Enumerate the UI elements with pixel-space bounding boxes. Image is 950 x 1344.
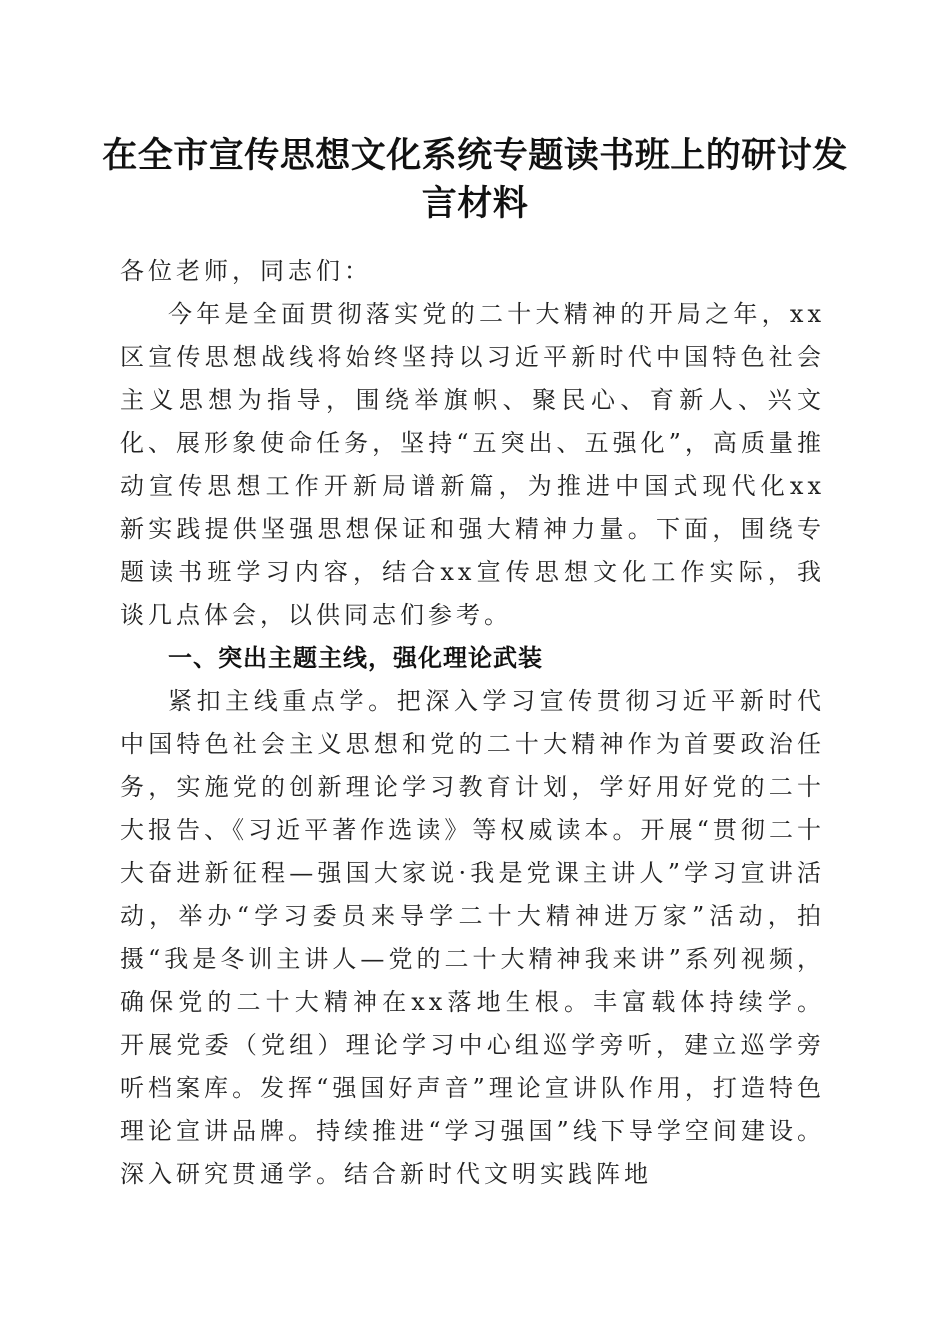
intro-paragraph: 今年是全面贯彻落实党的二十大精神的开局之年，xx区宣传思想战线将始终坚持以习近平新时代中国特色社会主义思想为指导，围绕举旗帜、聚民心、育新人、兴文化、展形象使命任务，坚持“五突出、五强化”，高质量推动宣传思想工作开新局谱新篇，为推进中国式现代化xx新实践提供坚强思想保证和强大精神力量。下面，围绕专题读书班学习内容，结合xx宣传思想文化工作实际，我谈几点体会，以供同志们参考。 xyxy=(120,300,825,629)
document-title: 在全市宣传思想文化系统专题读书班上的研讨发言材料 xyxy=(102,135,848,224)
document-body xyxy=(120,250,825,1196)
section-heading: 一、突出主题主线，强化理论武装 xyxy=(168,644,543,672)
section-paragraph: 紧扣主线重点学。把深入学习宣传贯彻习近平新时代中国特色社会主义思想和党的二十大精神作为首要政治任务，实施党的创新理论学习教育计划，学好用好党的二十大报告、《习近平著作选读》等权威读本。开展“贯彻二十大奋进新征程—强国大家说·我是党课主讲人”学习宣讲活动，举办“学习委员来导学二十大精神进万家”活动，拍摄“我是冬训主讲人—党的二十大精神我来讲”系列视频，确保党的二十大精神在xx落地生根。丰富载体持续学。开展党委（党组）理论学习中心组巡学旁听，建立巡学旁听档案库。发挥“强国好声音”理论宣讲队作用，打造特色理论宣讲品牌。持续推进“学习强国”线下导学空间建设。深入研究贯通学。结合新时代文明实践阵地 xyxy=(120,687,825,1188)
salutation: 各位老师，同志们： xyxy=(120,257,372,285)
